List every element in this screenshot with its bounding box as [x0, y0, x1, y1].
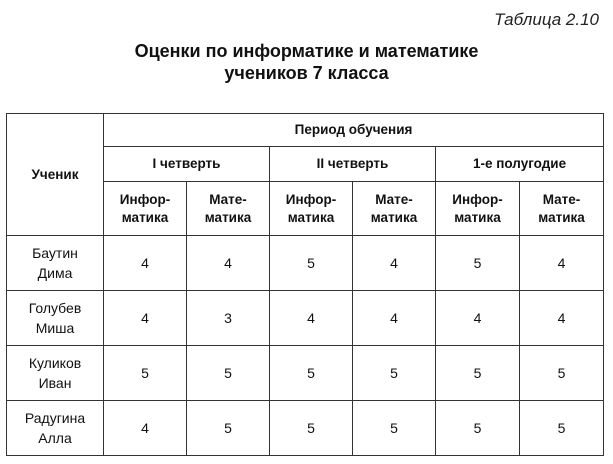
- header-subject-informatics: Инфор- матика: [104, 182, 187, 236]
- header-student: Ученик: [7, 114, 104, 236]
- header-period: Период обучения: [104, 114, 604, 147]
- grade-cell: 4: [104, 401, 187, 456]
- grade-cell: 3: [187, 291, 270, 346]
- header-quarter-1: I четверть: [104, 147, 270, 182]
- grades-table: [6, 113, 604, 456]
- header-half-year: 1-е полугодие: [436, 147, 604, 182]
- header-subject-informatics: Инфор- матика: [436, 182, 520, 236]
- student-name: Голубев Миша: [7, 291, 104, 346]
- table-caption: [0, 40, 613, 84]
- table-row: [7, 346, 604, 401]
- grade-cell: 4: [187, 236, 270, 291]
- grade-cell: 5: [353, 346, 436, 401]
- header-subject-math: Мате- матика: [353, 182, 436, 236]
- grade-cell: 5: [353, 401, 436, 456]
- grade-cell: 5: [436, 401, 520, 456]
- grade-cell: 5: [270, 236, 353, 291]
- table-row: [7, 291, 604, 346]
- header-subject-math: Мате- матика: [187, 182, 270, 236]
- grade-cell: 4: [104, 291, 187, 346]
- table-row: [7, 401, 604, 456]
- grade-cell: 4: [520, 291, 604, 346]
- grade-cell: 5: [187, 346, 270, 401]
- table-number-label: Таблица 2.10: [494, 10, 599, 29]
- header-subject-informatics: Инфор- матика: [270, 182, 353, 236]
- grade-cell: 4: [270, 291, 353, 346]
- caption-line-1: Оценки по информатике и математике: [134, 41, 479, 61]
- grade-cell: 4: [436, 291, 520, 346]
- grade-cell: 5: [104, 346, 187, 401]
- grade-cell: 5: [520, 346, 604, 401]
- header-row-period: [7, 114, 604, 147]
- grade-cell: 4: [104, 236, 187, 291]
- grade-cell: 4: [353, 236, 436, 291]
- grade-cell: 5: [520, 401, 604, 456]
- table-row: [7, 236, 604, 291]
- grade-cell: 5: [187, 401, 270, 456]
- header-subject-math: Мате- матика: [520, 182, 604, 236]
- student-name: Куликов Иван: [7, 346, 104, 401]
- student-name: Радугина Алла: [7, 401, 104, 456]
- grade-cell: 4: [520, 236, 604, 291]
- student-name: Баутин Дима: [7, 236, 104, 291]
- grade-cell: 5: [436, 236, 520, 291]
- grade-cell: 5: [270, 401, 353, 456]
- grade-cell: 5: [436, 346, 520, 401]
- grade-cell: 4: [353, 291, 436, 346]
- header-quarter-2: II четверть: [270, 147, 436, 182]
- caption-line-2: учеников 7 класса: [224, 63, 389, 83]
- grade-cell: 5: [270, 346, 353, 401]
